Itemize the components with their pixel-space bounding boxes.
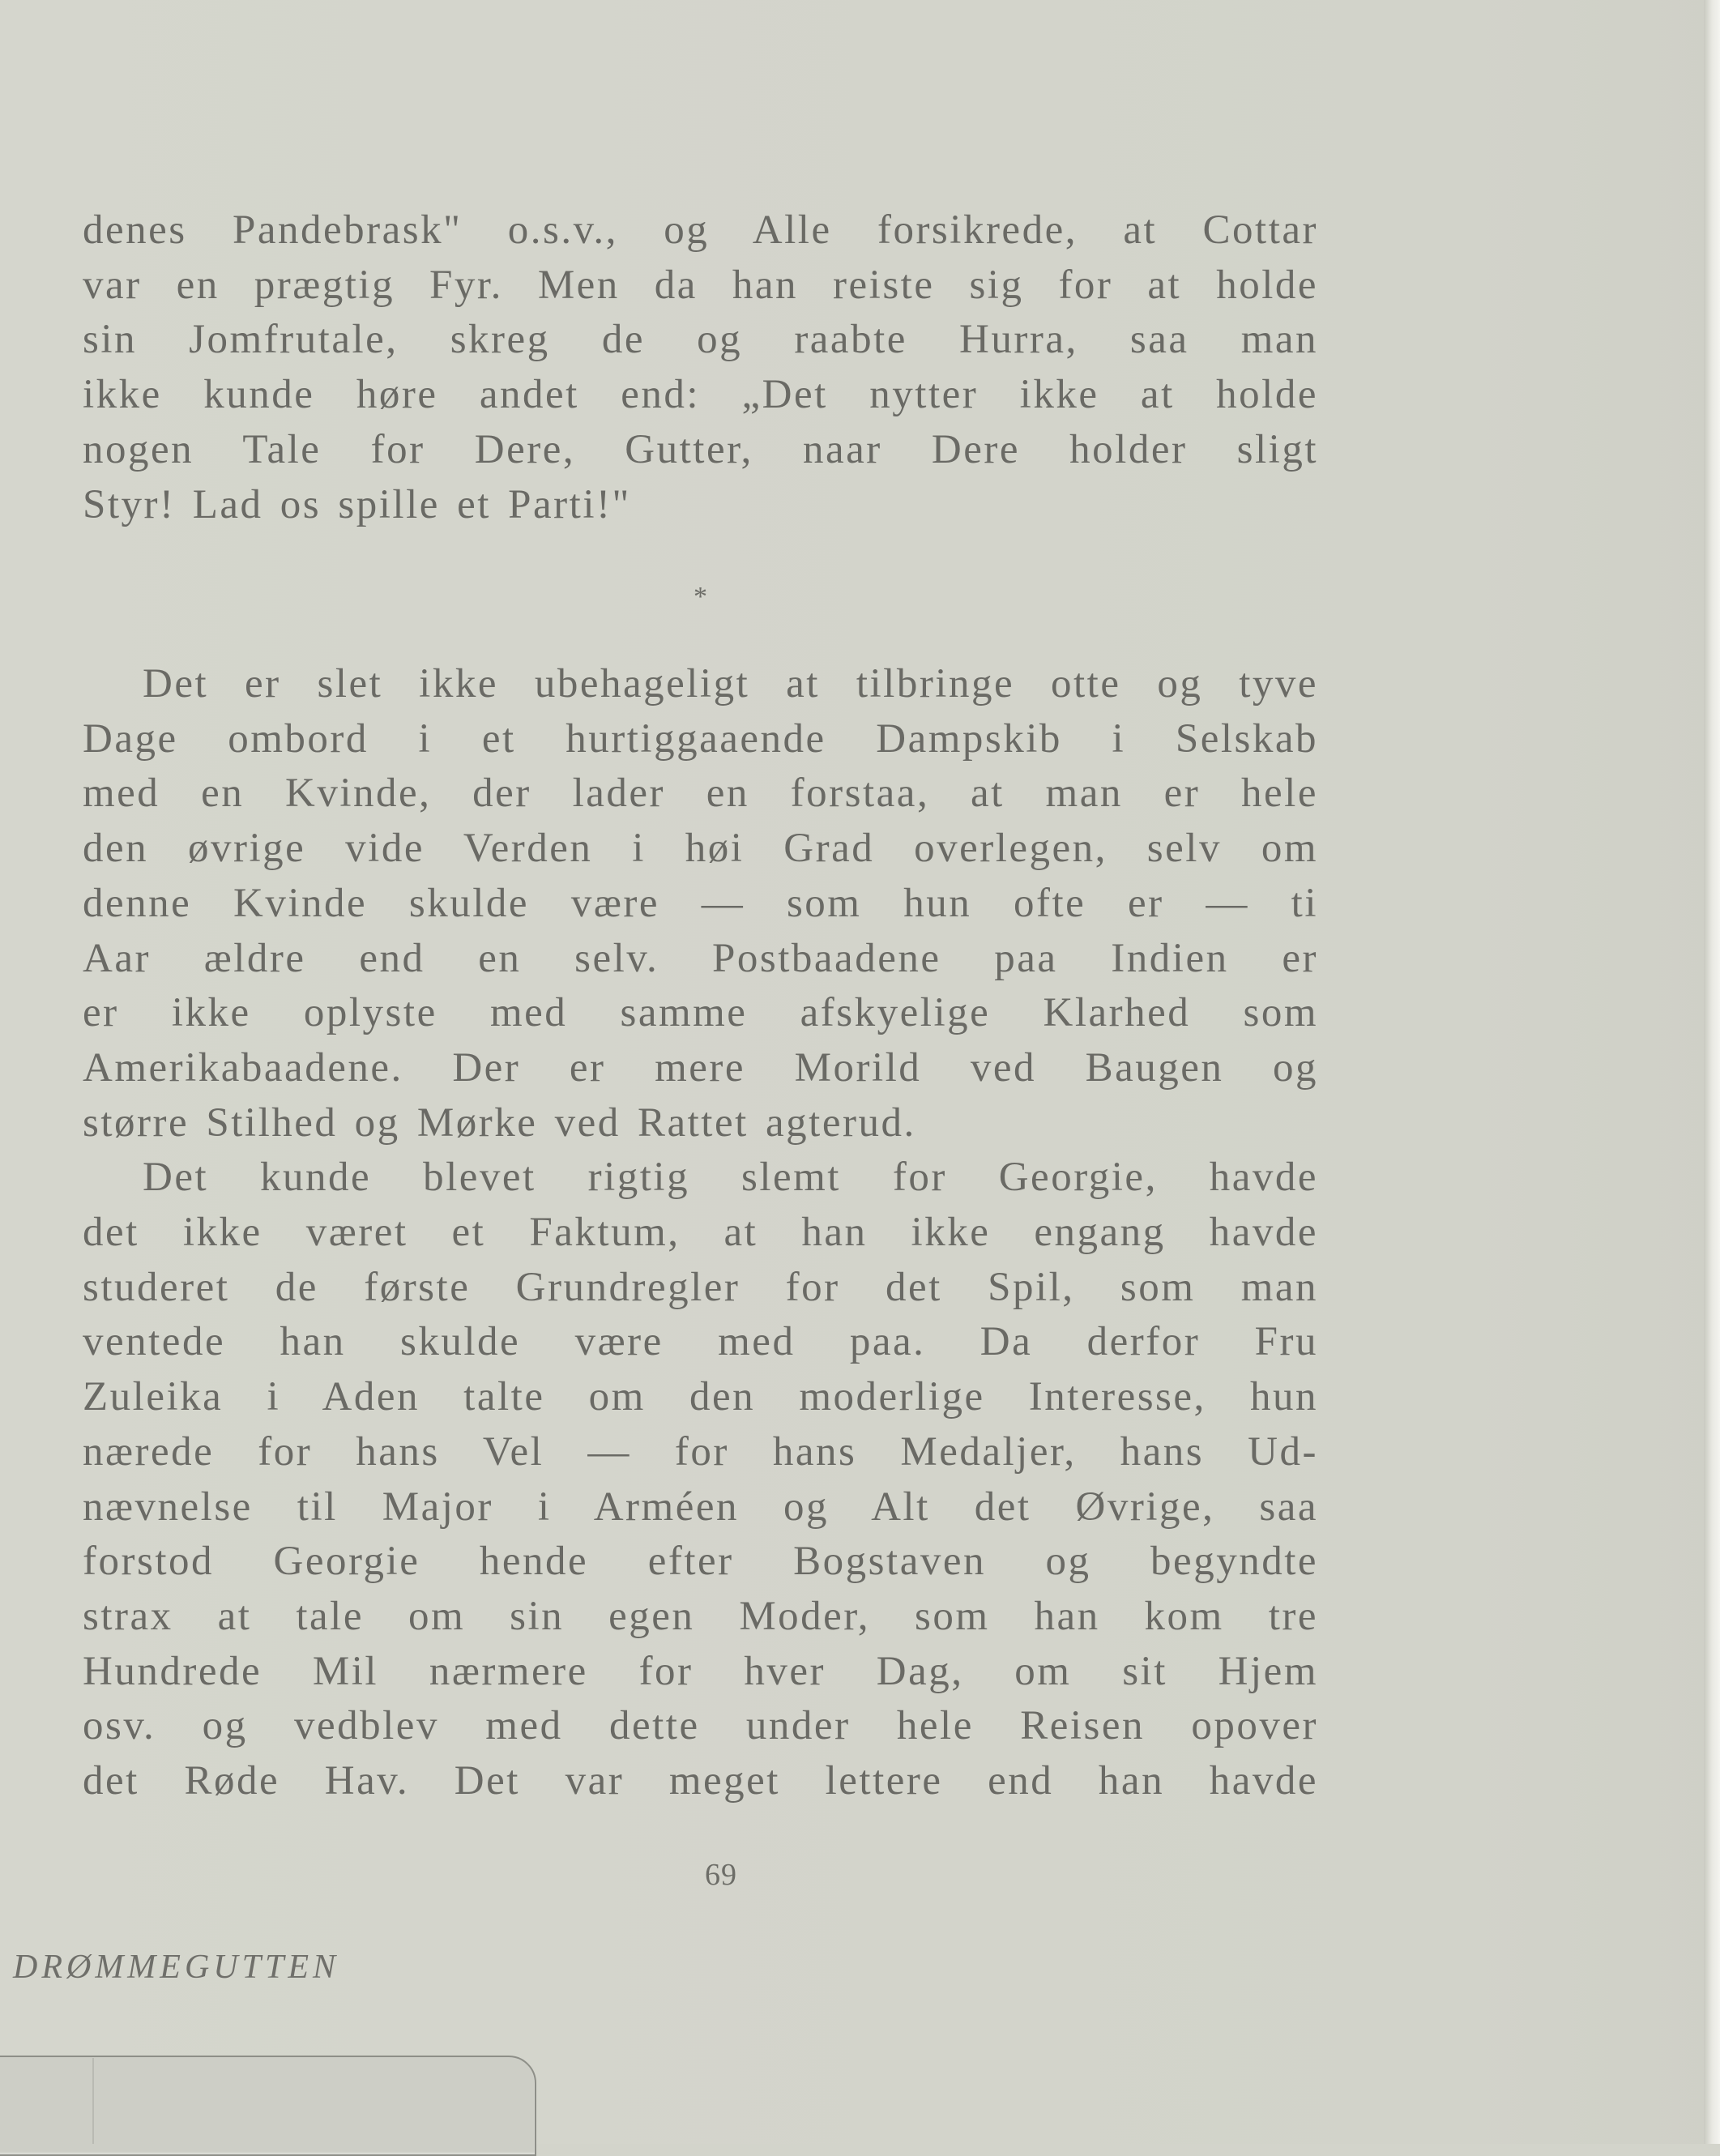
text-line: ikke kunde høre andet end: „Det nytter ikke at holde — [83, 372, 1318, 418]
text-line: med en Kvinde, der lader en forstaa, at man er hele — [83, 771, 1318, 817]
text-line: det Røde Hav. Det var meget lettere end han havde — [83, 1758, 1318, 1804]
text-line: osv. og vedblev med dette under hele Reisen opover — [83, 1703, 1318, 1749]
board-fold-line — [92, 2058, 94, 2144]
text-line: større Stilhed og Mørke ved Rattet agterud. — [83, 1099, 916, 1146]
running-title: DRØMMEGUTTEN — [13, 1949, 339, 1986]
text-line: Amerikabaadene. Der er mere Morild ved Baugen og — [83, 1044, 1318, 1091]
text-line: det ikke været et Faktum, at han ikke engang havde — [83, 1210, 1318, 1256]
text-line: Zuleika i Aden talte om den moderlige Interesse, hun — [83, 1374, 1318, 1420]
text-line: den øvrige vide Verden i høi Grad overlegen, selv om — [83, 826, 1318, 872]
passage-two — [83, 657, 1318, 1809]
board-tab — [0, 2056, 536, 2156]
text-line: nærede for hans Vel — for hans Medaljer, hans Ud- — [83, 1428, 1318, 1475]
text-line: Det kunde blevet rigtig slemt for Georgie, havde — [143, 1155, 1318, 1201]
text-line: Aar ældre end en selv. Postbaadene paa Indien er — [83, 935, 1318, 981]
text-line: nogen Tale for Dere, Gutter, naar Dere holder sligt — [83, 426, 1318, 472]
passage-one — [83, 203, 1318, 532]
text-line: studeret de første Grundregler for det Spil, som man — [83, 1264, 1318, 1310]
text-line: denne Kvinde skulde være — som hun ofte er — ti — [83, 880, 1318, 926]
text-line: Dage ombord i et hurtiggaaende Dampskib i Selskab — [83, 715, 1318, 762]
text-line: var en prægtig Fyr. Men da han reiste sig for at holde — [83, 262, 1318, 308]
section-break: * — [694, 582, 707, 612]
text-line: ventede han skulde være med paa. Da derfor Fru — [83, 1319, 1318, 1365]
text-line: denes Pandebrask" o.s.v., og Alle forsikrede, at Cottar — [83, 207, 1318, 253]
text-line: Styr! Lad os spille et Parti!" — [83, 481, 631, 527]
text-line: Det er slet ikke ubehageligt at tilbringe otte og tyve — [143, 661, 1318, 707]
text-line: nævnelse til Major i Arméen og Alt det Øvrige, saa — [83, 1484, 1318, 1530]
text-line: forstod Georgie hende efter Bogstaven og begyndte — [83, 1539, 1318, 1585]
text-line: strax at tale om sin egen Moder, som han kom tre — [83, 1593, 1318, 1639]
text-line: Hundrede Mil nærmere for hver Dag, om sit Hjem — [83, 1648, 1318, 1694]
text-line: sin Jomfrutale, skreg de og raabte Hurra, saa man — [83, 317, 1318, 363]
page-edge — [1704, 0, 1720, 2144]
page-number: 69 — [705, 1858, 737, 1892]
text-line: er ikke oplyste med samme afskyelige Klarhed som — [83, 990, 1318, 1036]
